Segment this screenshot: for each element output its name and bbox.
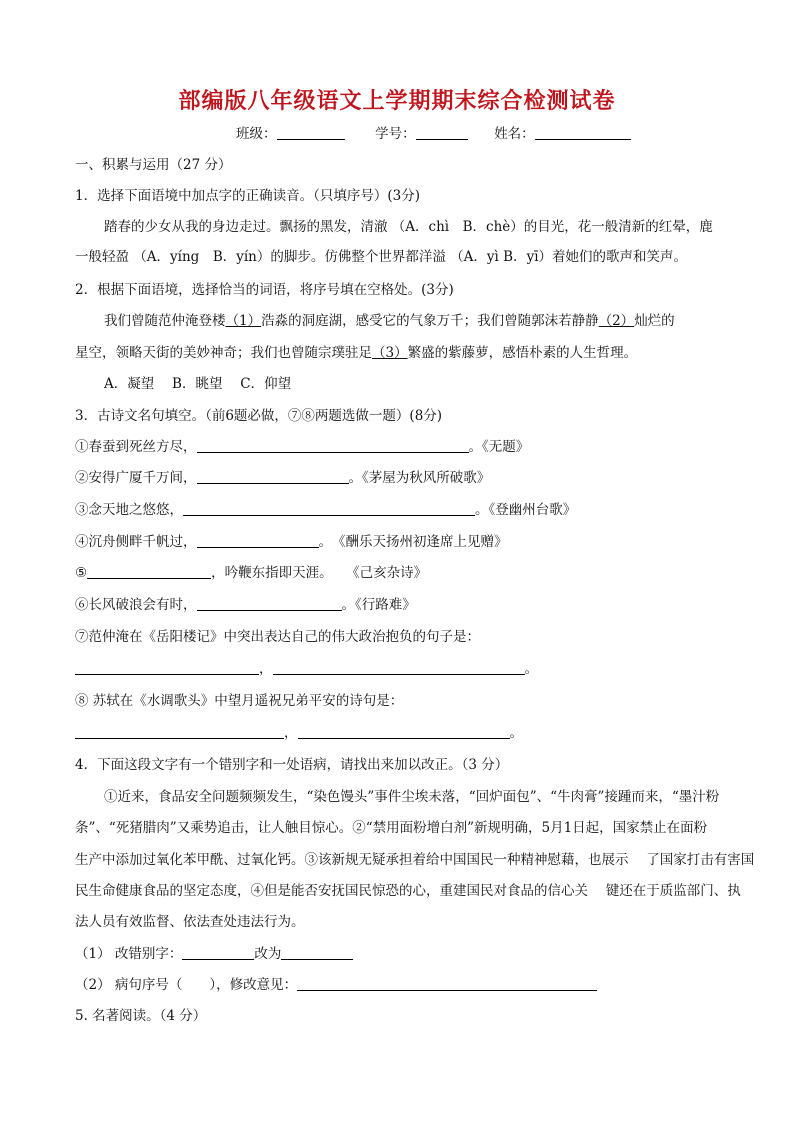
poem-source: 。《行路难》 [341, 597, 416, 613]
answer-blank[interactable] [273, 660, 525, 675]
page-title: 部编版八年级语文上学期期末综合检测试卷 [178, 89, 616, 114]
question-2-stem: 2．根据下面语境，选择恰当的词语，将序号填在空格处。(3分) [75, 282, 454, 298]
answer-blank[interactable] [75, 724, 284, 739]
question-5-stem: 5. 名著阅读。（4 分） [75, 1008, 207, 1024]
punctuation: ， [284, 725, 298, 741]
poem-line-1 [75, 437, 529, 457]
poem-text: ③念天地之悠悠， [75, 502, 183, 518]
poem-line-8: ⑧ 苏轼在《水调歌头》中望月遥祝兄弟平安的诗句是： [75, 693, 404, 709]
text-segment: 繁盛的紫藤萝，感悟朴素的人生哲理。 [407, 345, 638, 361]
question-1-text-1: 踏春的少女从我的身边走过。飘扬的黑发，清澈 （A．chì B．chè）的目光，花一般清新的红晕，鹿 [104, 219, 713, 235]
sub-label: 改为 [254, 946, 282, 962]
answer-blank[interactable] [281, 945, 353, 960]
name-label: 姓名： [494, 126, 535, 142]
id-blank[interactable] [416, 125, 468, 140]
question-4-text-1: ①近来，食品安全问题频频发生，“染色馒头”事件尘埃未落，“回炉面包”、“牛肉膏”接踵而来，“墨汁粉 [104, 789, 720, 805]
text-segment: 我们曾随范仲淹登楼 [104, 313, 226, 329]
answer-blank[interactable] [197, 533, 319, 548]
question-4-text-4: 民生命健康食品的坚定态度，④但是能否安抚国民惊恐的心，重建国民对食品的信心关 键还在于质监部门、执 [75, 883, 741, 899]
poem-source: 。《茅屋为秋风所破歌》 [348, 470, 491, 486]
poem-text: ②安得广厦千万间， [75, 470, 197, 486]
question-4-sub-1 [75, 944, 353, 964]
answer-blank[interactable] [297, 976, 597, 991]
poem-line-8-answer [75, 723, 523, 743]
poem-line-7: ⑦范仲淹在《岳阳楼记》中突出表达自己的伟大政治抱负的句子是： [75, 629, 480, 645]
class-label: 班级： [236, 126, 277, 142]
blank-3[interactable]: （3） [372, 345, 408, 361]
class-blank[interactable] [277, 125, 345, 140]
question-2-text-2 [75, 343, 637, 363]
question-4-text-2: 条”、“死猪腊肉”又乘势追击，让人触目惊心。②“禁用面粉增白剂”新规明确，5月1日起，国家禁止在面粉 [75, 820, 708, 836]
text-segment: 灿烂的 [634, 313, 675, 329]
poem-text: ④沉舟侧畔千帆过， [75, 534, 197, 550]
sub-label: （2） 病句序号（ ），修改意见： [75, 977, 298, 993]
question-4-stem: 4．下面这段文字有一个错别字和一处语病，请找出来加以改正。（3 分） [75, 757, 509, 773]
punctuation: 。 [524, 661, 538, 677]
poem-source: ，吟鞭东指即天涯。 《己亥杂诗》 [211, 565, 428, 581]
punctuation: 。 [509, 725, 523, 741]
text-segment: 浩淼的洞庭湖，感受它的气象万千；我们曾随郭沫若静静 [261, 313, 599, 329]
section-heading: 一、积累与运用（27 分） [75, 157, 232, 173]
answer-blank[interactable] [183, 501, 475, 516]
question-4-text-5: 法人员有效监督、依法查处违法行为。 [75, 914, 305, 930]
question-4-sub-2 [75, 975, 597, 995]
poem-text: ⑥长风破浪会有时， [75, 597, 197, 613]
answer-blank[interactable] [197, 469, 349, 484]
id-label: 学号： [375, 126, 416, 142]
poem-line-4 [75, 532, 508, 552]
student-info-row [236, 124, 631, 144]
text-segment: 星空，领略天街的美妙神奇；我们也曾随宗璞驻足 [75, 345, 372, 361]
poem-source: 。 《酬乐天扬州初逢席上见赠》 [318, 534, 508, 550]
blank-2[interactable]: （2） [598, 313, 635, 329]
poem-source: 。《无题》 [468, 439, 530, 455]
poem-text: ⑤ [75, 565, 88, 581]
question-2-options: A．凝望 B．眺望 C．仰望 [104, 376, 292, 392]
question-4-text-3: 生产中添加过氧化苯甲酰、过氧化钙。③该新规无疑承担着给中国国民一种精神慰藉，也展示 了国家打击有害国 [75, 852, 755, 868]
question-2-text-1 [104, 311, 675, 331]
punctuation: ， [259, 661, 273, 677]
question-1-text-2: 一般轻盈 （A．yíng B．yín）的脚步。仿佛整个世界都洋溢 （A．yì B．yī）着她们的歌声和笑声。 [75, 249, 688, 265]
poem-line-6 [75, 595, 416, 615]
blank-1[interactable]: （1） [225, 313, 262, 329]
answer-blank[interactable] [298, 724, 510, 739]
poem-source: 。《登幽州台歌》 [475, 502, 577, 518]
sub-label: （1） 改错别字： [75, 946, 183, 962]
poem-line-3 [75, 500, 576, 520]
poem-line-5 [75, 563, 427, 583]
answer-blank[interactable] [75, 660, 259, 675]
answer-blank[interactable] [182, 945, 254, 960]
poem-line-2 [75, 468, 490, 488]
poem-line-7-answer [75, 659, 538, 679]
answer-blank[interactable] [87, 564, 211, 579]
name-blank[interactable] [535, 125, 631, 140]
answer-blank[interactable] [197, 438, 469, 453]
question-3-stem: 3．古诗文名句填空。（前6题必做，⑦⑧两题选做一题）(8分) [75, 408, 443, 424]
answer-blank[interactable] [197, 596, 342, 611]
question-1-stem: 1．选择下面语境中加点字的正确读音。（只填序号）(3分) [75, 188, 420, 204]
poem-text: ①春蚕到死丝方尽， [75, 439, 197, 455]
